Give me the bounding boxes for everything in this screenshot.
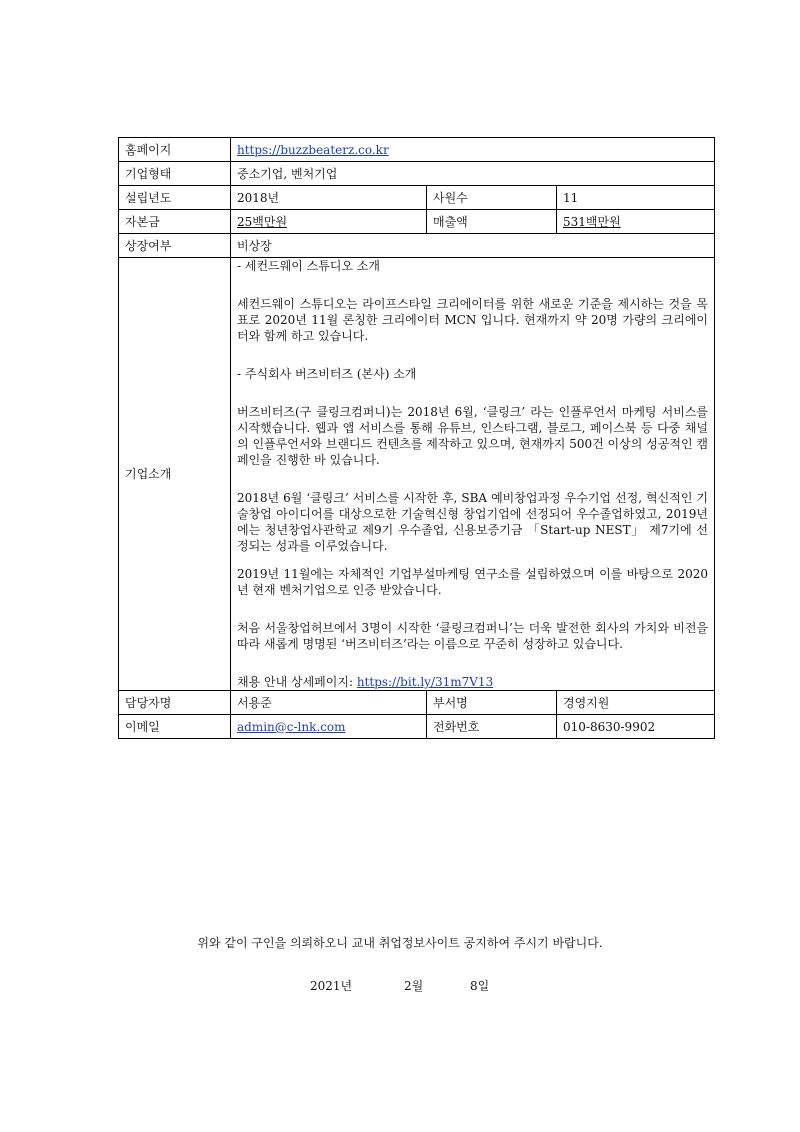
- contact-label: 담당자명: [119, 691, 231, 715]
- company-type-label: 기업형태: [119, 162, 231, 186]
- revenue-cell: [557, 210, 715, 234]
- date-day: 8일: [470, 979, 490, 993]
- email-label: 이메일: [119, 715, 231, 739]
- intro-content: [231, 258, 715, 691]
- row-listing: [119, 234, 715, 258]
- row-email: [119, 715, 715, 739]
- company-type-value: 중소기업, 벤처기업: [231, 162, 715, 186]
- department-label: 부서명: [427, 691, 557, 715]
- capital-cell: [231, 210, 427, 234]
- row-capital: [119, 210, 715, 234]
- revenue-value: 531백만원: [563, 214, 621, 229]
- department-value: 경영지원: [557, 691, 715, 715]
- homepage-label: 홈페이지: [119, 138, 231, 162]
- row-founded: [119, 186, 715, 210]
- contact-value: 서용준: [231, 691, 427, 715]
- email-cell: [231, 715, 427, 739]
- row-company-type: [119, 162, 715, 186]
- intro-paragraph-research-lab: 2019년 11월에는 자체적인 기업부설마케팅 연구소를 설립하였으며 이를 바탕으로 2020년 현재 벤처기업으로 인증 받았습니다.: [237, 567, 709, 597]
- intro-paragraph-secondway: 세컨드웨이 스튜디오는 라이프스타일 크리에이터를 위한 새로운 기준을 제시하는 것을 목표로 2020년 11월 론칭한 크리에이터 MCN 입니다. 현재까지 약 20명 가량의 크리에이터와 함께 하고 있습니다.: [237, 297, 709, 343]
- date-year: 2021년: [310, 979, 353, 993]
- revenue-label: 매출액: [427, 210, 557, 234]
- homepage-link[interactable]: https://buzzbeaterz.co.kr: [237, 142, 389, 157]
- intro-paragraph-awards: 2018년 6월 ‘클링크’ 서비스를 시작한 후, SBA 예비창업과정 우수기업 선정, 혁신적인 기술창업 아이디어를 대상으로한 기술혁신형 창업기업에 선정되어 우수졸업하였고, 2019년에는 청년창업사관학교 제9기 우수졸업, 신용보증기금 「Start-up NEST」 제7기에 선정되는 성과를 이루었습니다.: [237, 491, 709, 553]
- row-contact: [119, 691, 715, 715]
- request-sentence: 위와 같이 구인을 의뢰하오니 교내 취업정보사이트 공지하여 주시기 바랍니다.: [197, 936, 603, 950]
- row-homepage: [119, 138, 715, 162]
- capital-label: 자본금: [119, 210, 231, 234]
- date-month: 2월: [404, 979, 424, 993]
- listing-value: 비상장: [231, 234, 715, 258]
- founded-label: 설립년도: [119, 186, 231, 210]
- phone-label: 전화번호: [427, 715, 557, 739]
- recruit-link[interactable]: https://bit.ly/31m7V13: [356, 675, 494, 689]
- phone-value: 010-8630-9902: [557, 715, 715, 739]
- intro-heading-buzzbeaterz: - 주식회사 버즈비터즈 (본사) 소개: [237, 367, 417, 381]
- employees-label: 사원수: [427, 186, 557, 210]
- intro-heading-secondway: - 세컨드웨이 스튜디오 소개: [237, 259, 381, 273]
- email-link[interactable]: admin@c-lnk.com: [237, 719, 346, 734]
- intro-paragraph-growth: 처음 서울창업허브에서 3명이 시작한 ‘클링크컴퍼니’는 더욱 발전한 회사의 가치와 비전을 따라 새롭게 명명된 ‘버즈비터즈’라는 이름으로 꾸준히 성장하고 있습니다.: [237, 621, 709, 651]
- founded-value: 2018년: [231, 186, 427, 210]
- employees-value: 11: [557, 186, 715, 210]
- intro-label: 기업소개: [119, 258, 231, 691]
- company-info-table: [118, 137, 715, 739]
- capital-value: 25백만원: [237, 214, 288, 229]
- intro-paragraph-history: 버즈비터즈(구 클링크컴퍼니)는 2018년 6월, ‘클링크’ 라는 인플루언서 마케팅 서비스를 시작했습니다. 웹과 앱 서비스를 통해 유튜브, 인스타그램, 블로그, 페이스북 등 다중 채널의 인플루언서와 브랜디드 컨텐츠를 제작하고 있으며, 현재까지 500건 이상의 성공적인 캠페인을 진행한 바 있습니다.: [237, 405, 709, 467]
- homepage-cell: [231, 138, 715, 162]
- intro-recruit-line: [237, 674, 708, 690]
- row-intro: [119, 258, 715, 691]
- listing-label: 상장여부: [119, 234, 231, 258]
- recruit-prefix: 채용 안내 상세페이지:: [237, 675, 357, 689]
